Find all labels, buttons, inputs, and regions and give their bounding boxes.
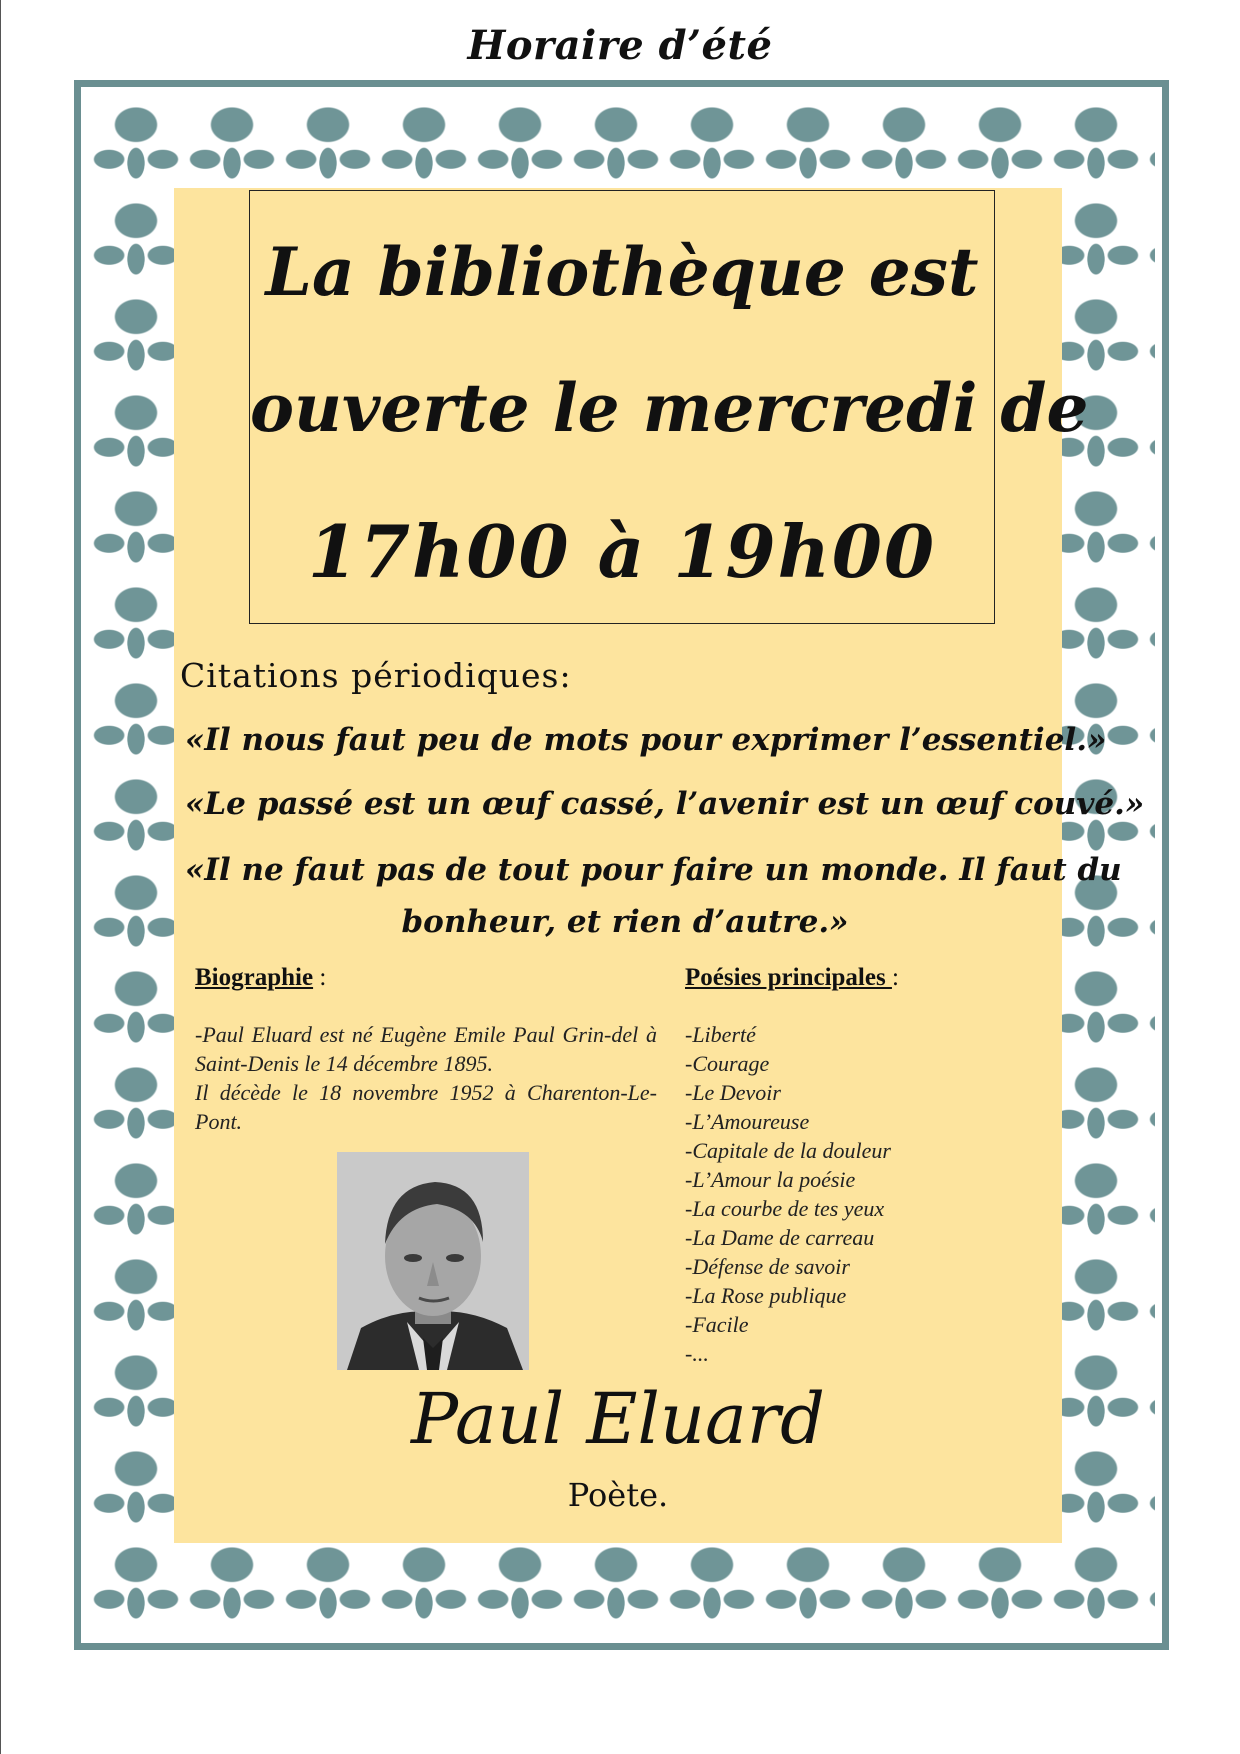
opening-hours-box xyxy=(249,190,1089,624)
biography-text xyxy=(195,1020,657,1136)
poem-item: -L’Amour la poésie xyxy=(685,1167,856,1192)
poet-name: Paul Eluard xyxy=(411,1378,825,1460)
poem-item: -Facile xyxy=(685,1312,749,1337)
quote-2: «Le passé est un œuf cassé, l’avenir est un œuf couvé.» xyxy=(185,786,1145,822)
portrait-illustration xyxy=(337,1152,529,1370)
poem-item: -La Rose publique xyxy=(685,1283,847,1308)
biography-paragraph-2: Il décède le 18 novembre 1952 à Charenton-Le-Pont. xyxy=(195,1080,657,1134)
hours-line-3: 17h00 à 19h00 xyxy=(307,509,937,594)
hours-line-1: La bibliothèque est xyxy=(265,233,979,311)
poet-portrait-photo xyxy=(337,1152,529,1370)
poems-heading-suffix: : xyxy=(891,964,899,991)
poem-item: -Liberté xyxy=(685,1022,756,1047)
poem-item: -Courage xyxy=(685,1051,770,1076)
poems-list xyxy=(685,1020,891,1368)
page-edge-line xyxy=(0,0,1,1754)
poem-item: -La Dame de carreau xyxy=(685,1225,875,1250)
poem-item: -L’Amoureuse xyxy=(685,1109,810,1134)
biography-heading xyxy=(195,964,326,992)
quote-3-line-1: «Il ne faut pas de tout pour faire un monde. Il faut du xyxy=(185,852,1122,888)
poem-item: -La courbe de tes yeux xyxy=(685,1196,885,1221)
quotes-heading: Citations périodiques: xyxy=(180,656,572,695)
poems-heading xyxy=(685,964,899,992)
quote-3-line-2: bonheur, et rien d’autre.» xyxy=(401,904,849,940)
biography-heading-label: Biographie xyxy=(195,964,314,991)
page-title: Horaire d’été xyxy=(467,22,773,69)
biography-paragraph-1: -Paul Eluard est né Eugène Emile Paul Grin-del à Saint-Denis le 14 décembre 1895. xyxy=(195,1022,657,1076)
biography-heading-suffix: : xyxy=(313,964,327,991)
poem-item: -Défense de savoir xyxy=(685,1254,850,1279)
quote-1: «Il nous faut peu de mots pour exprimer l’essentiel.» xyxy=(185,722,1107,758)
poem-item: -Capitale de la douleur xyxy=(685,1138,891,1163)
hours-line-2: ouverte le mercredi de xyxy=(250,369,1089,447)
poems-heading-label: Poésies principales xyxy=(685,964,892,991)
poet-role: Poète. xyxy=(567,1476,669,1514)
poem-item: -... xyxy=(685,1341,709,1366)
poem-item: -Le Devoir xyxy=(685,1080,781,1105)
